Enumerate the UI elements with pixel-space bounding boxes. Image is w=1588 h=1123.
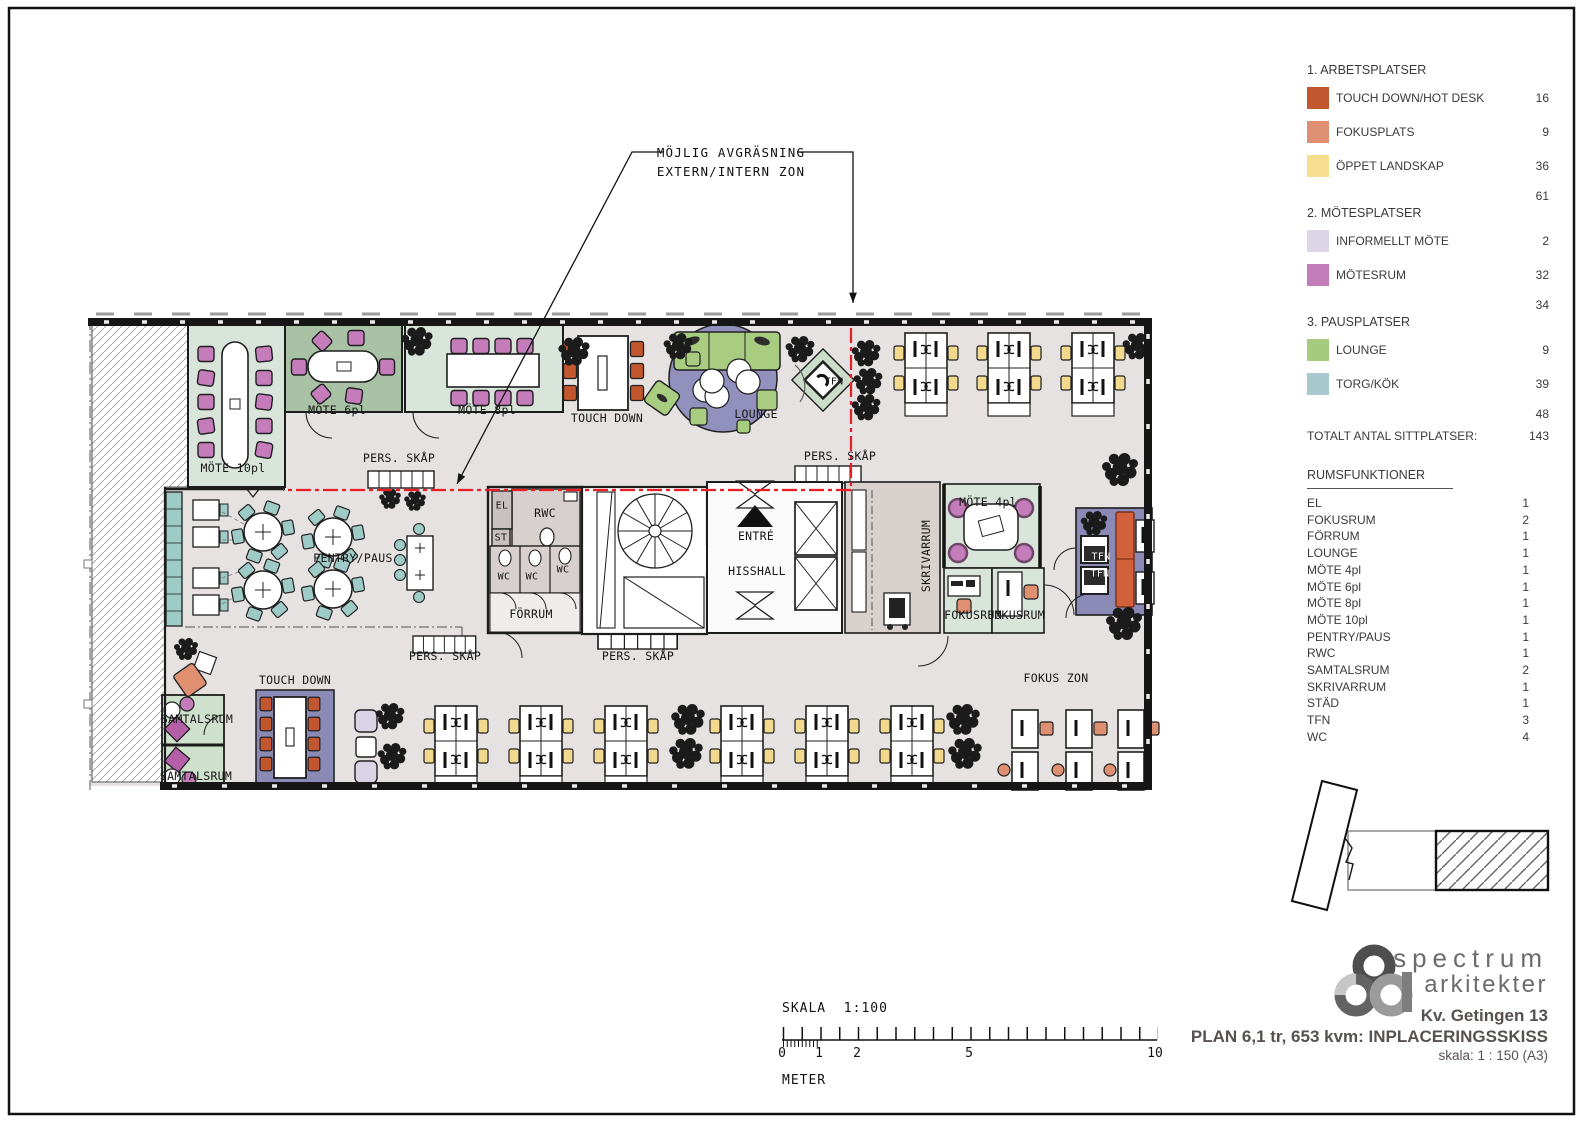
room-label-lounge: LOUNGE: [734, 407, 778, 421]
legend-total-label: TOTALT ANTAL SITTPLATSER:: [1307, 429, 1478, 443]
room-label-wc-3: WC: [556, 564, 570, 576]
room-function-row: FOKUSRUM 2: [1307, 512, 1529, 527]
hisshall-area: [707, 481, 842, 633]
scale-bar: [782, 1034, 1158, 1044]
swatch-oppet-landskap: [1307, 155, 1329, 177]
drawing-title: PLAN 6,1 tr, 653 kvm: INPLACERINGSSKISS: [1190, 1027, 1548, 1046]
room-label-fokusrum-1: FOKUSRUM: [944, 608, 1002, 622]
room-function-row: STÄD 1: [1307, 696, 1529, 711]
legend-item-lounge: LOUNGE 9: [1307, 339, 1549, 361]
label-entre: ENTRÉ: [737, 529, 775, 543]
room-function-row: MÖTE 4pl 1: [1307, 562, 1529, 577]
room-function-row: PENTRY/PAUS 1: [1307, 629, 1529, 644]
scale-tick-1: 1: [815, 1046, 823, 1061]
room-label-touch-down-top: TOUCH DOWN: [570, 411, 644, 425]
project-name: Kv. Getingen 13: [1420, 1006, 1548, 1025]
stairwell: [582, 487, 709, 634]
legend-total-value: 143: [1528, 429, 1549, 443]
room-label-mote-6pl: MÖTE 6pl: [308, 403, 366, 417]
legend-section-title-1: 1. ARBETSPLATSER: [1307, 63, 1427, 77]
legend-section-title-3: 3. PAUSPLATSER: [1307, 315, 1411, 329]
room-label-mote-10pl: MÖTE 10pl: [200, 461, 266, 475]
legend-subtotal-1: 61: [1535, 189, 1549, 203]
room-label-mote-4pl: MÖTE 4pl: [959, 495, 1017, 509]
room-label-rwc: RWC: [534, 506, 556, 520]
swatch-touch-down: [1307, 87, 1329, 109]
legend-item-motesrum: MÖTESRUM 32: [1307, 264, 1549, 286]
room-function-row: SAMTALSRUM 2: [1307, 663, 1529, 678]
room-functions-panel: [1307, 468, 1529, 746]
firm-name-line-1: spectrum: [1393, 943, 1548, 973]
legend-item-oppet-landskap: ÖPPET LANDSKAP 36: [1307, 155, 1549, 177]
firm-name-line-2: arkitekter: [1424, 971, 1548, 998]
room-fokusrum-1: [944, 568, 992, 633]
legend-item-touch-down: TOUCH DOWN/HOT DESK 16: [1307, 87, 1549, 109]
scale-tick-2: 2: [853, 1046, 861, 1061]
room-mote-6pl: [285, 322, 402, 412]
scale-bar-unit: METER: [782, 1073, 827, 1088]
label-tfn-2: TFN: [1090, 568, 1110, 580]
room-function-row: MÖTE 10pl 1: [1307, 612, 1529, 627]
room-functions-title: RUMSFUNKTIONER: [1307, 468, 1453, 489]
room-label-fokusrum-2: FOKUSRUM: [987, 608, 1045, 622]
room-function-row: LOUNGE 1: [1307, 546, 1529, 561]
label-pers-skap-2: PERS. SKÅP: [803, 449, 877, 463]
room-label-st: ST: [494, 532, 508, 544]
annotation-line-1: MÖJLIG AVGRÄSNING: [656, 145, 806, 160]
legend-item-informellt-mote: INFORMELLT MÖTE 2: [1307, 230, 1549, 252]
key-plan: [1292, 781, 1548, 910]
label-tfn-booth: TFN: [824, 376, 844, 388]
room-label-samtalsrum-2: SAMTALSRUM: [159, 769, 233, 783]
room-label-el: EL: [495, 500, 509, 512]
label-tfn-1: TFN: [1091, 551, 1111, 563]
legend-subtotal-3: 48: [1535, 407, 1549, 421]
scale-tick-0: 0: [778, 1046, 786, 1061]
room-label-touch-down-bottom: TOUCH DOWN: [258, 673, 332, 687]
room-function-row: MÖTE 8pl 1: [1307, 596, 1529, 611]
legend-total-row: [1307, 429, 1549, 443]
scale-note: skala: 1 : 150 (A3): [1438, 1048, 1548, 1063]
label-pers-skap-3: PERS. SKÅP: [408, 649, 482, 663]
annotation-line-2: EXTERN/INTERN ZON: [656, 164, 806, 179]
room-label-mote-8pl: MÖTE 8pl: [458, 403, 516, 417]
label-fokus-zon: FOKUS ZON: [1023, 671, 1089, 685]
room-label-wc-1: WC: [497, 571, 511, 583]
scale-tick-10: 10: [1147, 1046, 1163, 1061]
room-label-skrivarrum: SKRIVARRUM: [919, 519, 933, 593]
room-label-hisshall: HISSHALL: [728, 564, 786, 578]
room-label-forrum: FÖRRUM: [509, 607, 553, 621]
title-block: [1191, 944, 1548, 1064]
legend-item-torg-kok: TORG/KÖK 39: [1307, 373, 1549, 395]
room-function-row: MÖTE 6pl 1: [1307, 579, 1529, 594]
informellt-mote-seats: [355, 710, 377, 783]
legend-item-fokusplats: FOKUSPLATS 9: [1307, 121, 1549, 143]
room-label-wc-2: WC: [525, 571, 539, 583]
swatch-fokusplats: [1307, 121, 1329, 143]
legend-panel: [1307, 63, 1549, 443]
room-function-row: SKRIVARRUM 1: [1307, 679, 1529, 694]
room-function-row: FÖRRUM 1: [1307, 529, 1529, 544]
desk-cluster-group-top: [894, 333, 1125, 416]
label-pers-skap-4: PERS. SKÅP: [601, 649, 675, 663]
room-function-row: WC 4: [1307, 729, 1529, 744]
room-function-row: TFN 3: [1307, 713, 1529, 728]
legend-section-title-2: 2. MÖTESPLATSER: [1307, 206, 1422, 220]
scale-tick-5: 5: [965, 1046, 973, 1061]
label-pers-skap-1: PERS. SKÅP: [362, 451, 436, 465]
legend-subtotal-2: 34: [1535, 298, 1549, 312]
swatch-motesrum: [1307, 264, 1329, 286]
room-function-row: RWC 1: [1307, 646, 1529, 661]
room-label-samtalsrum-1: SAMTALSRUM: [160, 712, 234, 726]
swatch-informellt-mote: [1307, 230, 1329, 252]
scale-bar-title: SKALA 1:100: [782, 1001, 888, 1016]
swatch-lounge: [1307, 339, 1329, 361]
swatch-torg-kok: [1307, 373, 1329, 395]
room-label-pentry-paus: PENTRY/PAUS: [313, 551, 393, 565]
room-function-row: EL 1: [1307, 496, 1529, 510]
touch-down-area-bottom: [256, 690, 334, 785]
